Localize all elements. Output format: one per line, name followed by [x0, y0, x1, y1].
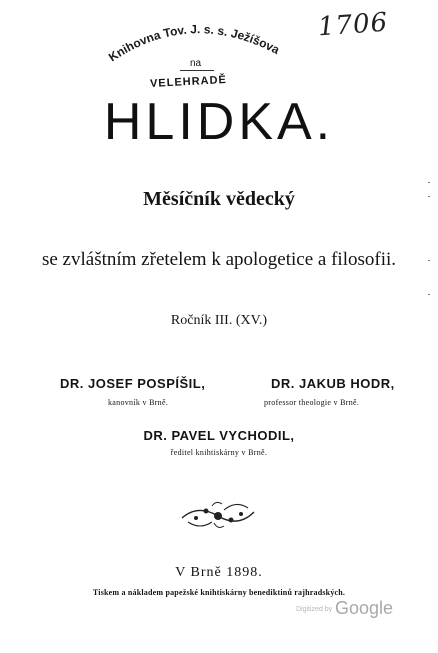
- editor-2-fullname: JAKUB HODR,: [299, 376, 395, 391]
- floral-ornament-icon: [178, 496, 258, 534]
- journal-subtitle: Měsíčník vědecký: [143, 188, 295, 210]
- editor-3-role: ředitel knihtiskárny v Brně.: [170, 448, 268, 457]
- stamp-place: VELEHRADĚ: [149, 73, 228, 91]
- volume-number: Ročník III. (XV.): [170, 313, 268, 328]
- editor-1-role: kanovník v Brně.: [108, 398, 169, 407]
- edge-tick: [428, 294, 430, 295]
- editor-2-prefix: DR.: [271, 376, 295, 391]
- place-and-year: V Brně 1898.: [175, 565, 263, 580]
- edge-tick: [428, 196, 430, 197]
- editor-1-prefix: DR.: [60, 376, 84, 391]
- journal-title: HLIDKA.: [103, 93, 335, 151]
- editor-2-name: [271, 376, 395, 391]
- editor-3-fullname: PAVEL VYCHODIL,: [171, 428, 295, 443]
- stamp-underline: [180, 70, 214, 71]
- google-logo: Google: [335, 598, 394, 618]
- editor-1-name: [60, 376, 205, 391]
- editor-3-name: [0, 428, 438, 443]
- editor-3-prefix: DR.: [143, 428, 168, 443]
- edge-tick: [428, 260, 430, 261]
- stamp-arc-text: Knihovna Tov. J. s. s. Ježíšova: [106, 22, 282, 65]
- journal-description: se zvláštním zřetelem k apologetice a filosofii.: [41, 249, 396, 270]
- editor-2-role: professor theologie v Brně.: [264, 398, 360, 407]
- printer-line: Tiskem a nákladem papežské knihtiskárny benediktinů rajhradských.: [92, 588, 346, 597]
- digitized-by-label: Digitized by: [296, 606, 333, 613]
- handwritten-shelfmark: 1706: [317, 7, 390, 43]
- stamp-line-na: na: [190, 58, 202, 69]
- edge-tick: [428, 182, 430, 183]
- editor-1-fullname: JOSEF POSPÍŠIL,: [88, 376, 206, 391]
